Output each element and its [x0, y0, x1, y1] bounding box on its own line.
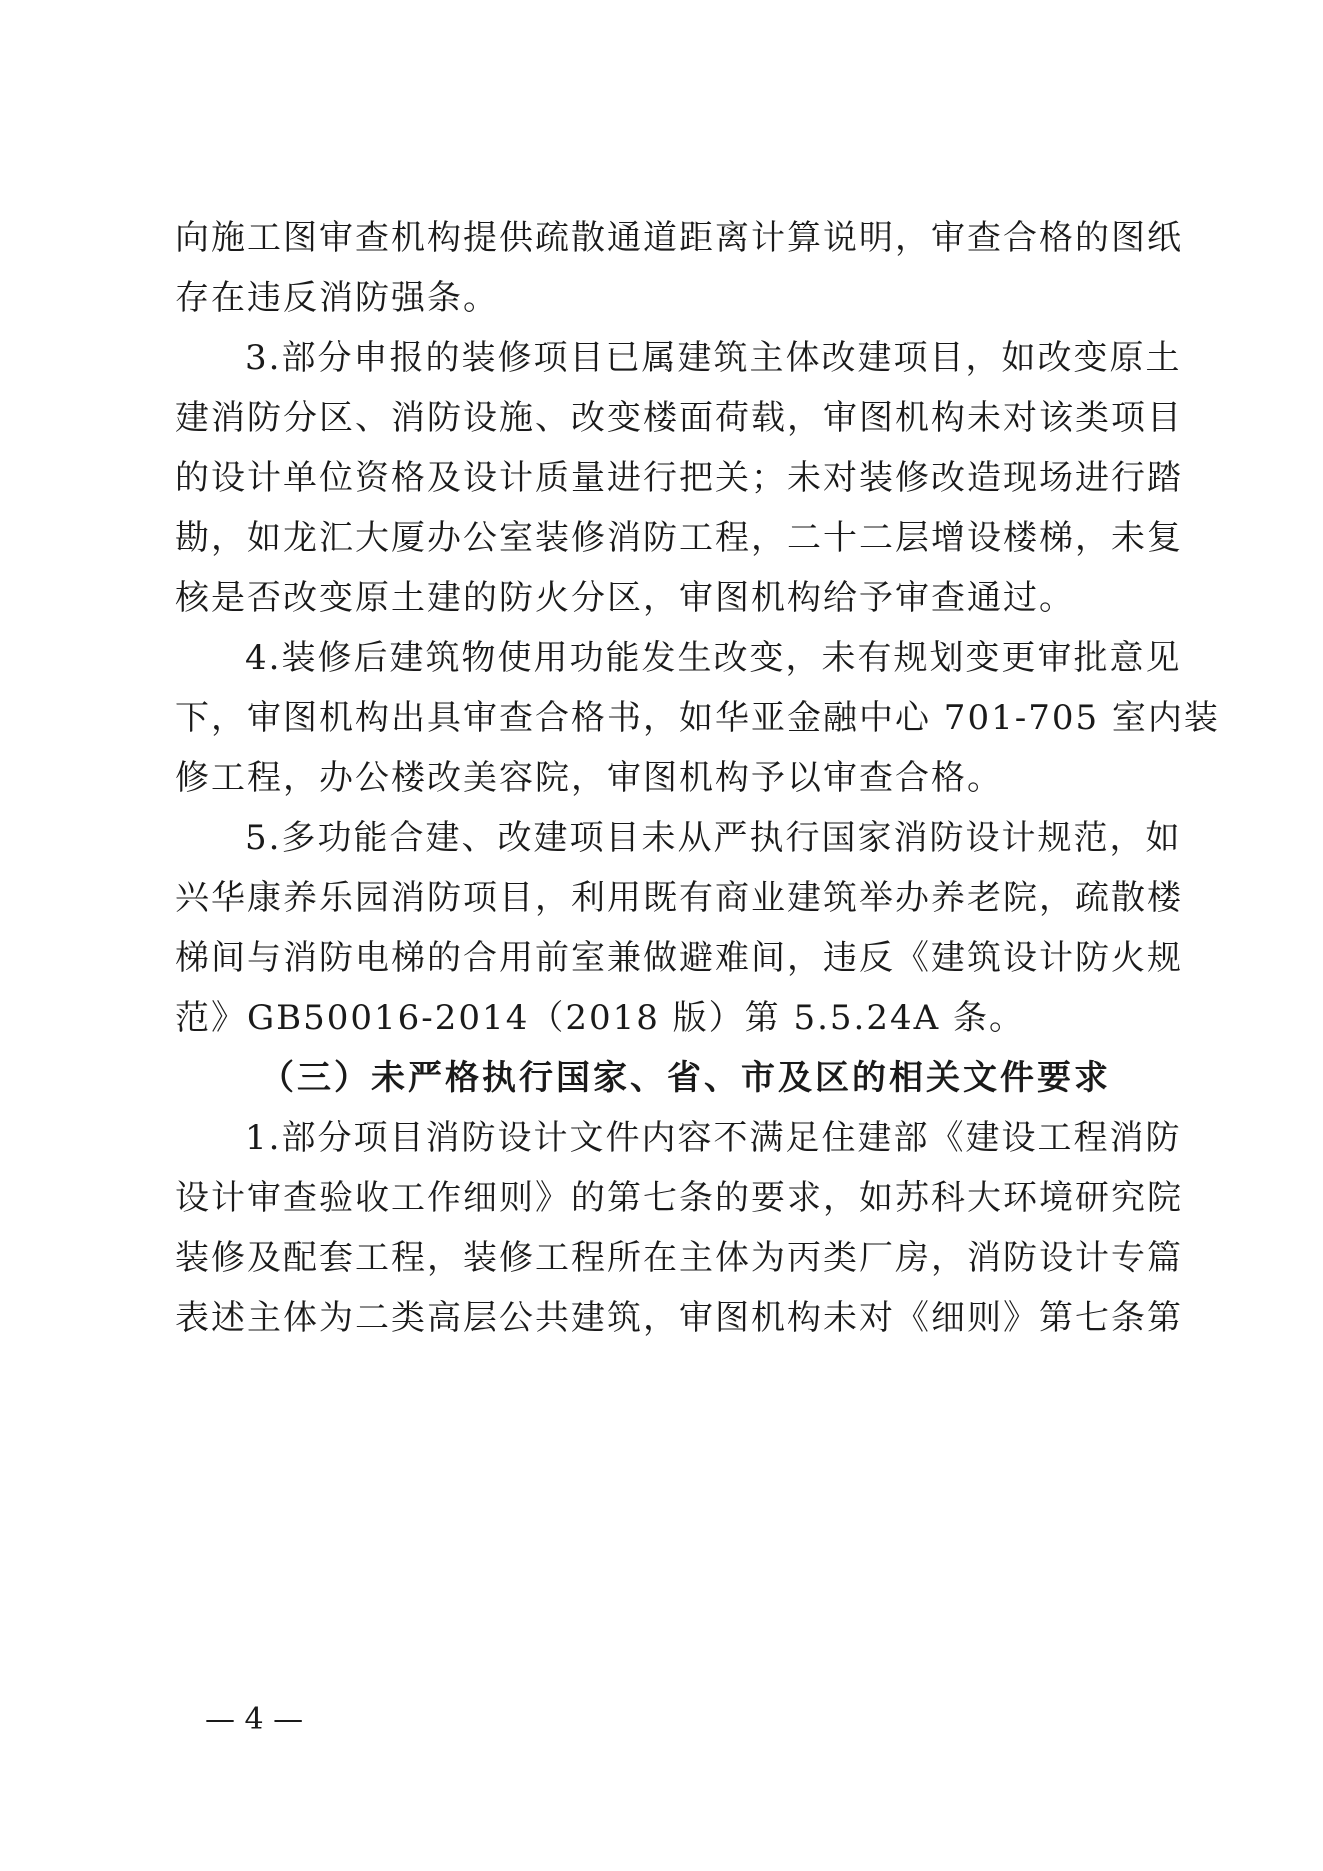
text-line: 设计审查验收工作细则》的第七条的要求，如苏科大环境研究院 [175, 1178, 1183, 1218]
paragraph-start-line: 1.部分项目消防设计文件内容不满足住建部《建设工程消防 [245, 1118, 1182, 1158]
text-line: 范》GB50016-2014（2018 版）第 5.5.24A 条。 [175, 998, 1025, 1038]
text-line: 建消防分区、消防设施、改变楼面荷载，审图机构未对该类项目 [175, 398, 1183, 438]
page-number: — 4 — [205, 1702, 304, 1737]
text-line: 下，审图机构出具审查合格书，如华亚金融中心 701-705 室内装 [175, 698, 1220, 738]
section-heading: （三）未严格执行国家、省、市及区的相关文件要求 [260, 1058, 1111, 1098]
text-line: 梯间与消防电梯的合用前室兼做避难间，违反《建筑设计防火规 [175, 938, 1183, 978]
paragraph-start-line: 5.多功能合建、改建项目未从严执行国家消防设计规范，如 [245, 818, 1182, 858]
text-line: 勘，如龙汇大厦办公室装修消防工程，二十二层增设楼梯，未复 [175, 518, 1183, 558]
text-line: 向施工图审查机构提供疏散通道距离计算说明，审查合格的图纸 [175, 218, 1183, 258]
paragraph-start-line: 4.装修后建筑物使用功能发生改变，未有规划变更审批意见 [245, 638, 1182, 678]
paragraph-start-line: 3.部分申报的装修项目已属建筑主体改建项目，如改变原土 [245, 338, 1182, 378]
text-line: 存在违反消防强条。 [175, 278, 499, 318]
text-line: 装修及配套工程，装修工程所在主体为丙类厂房，消防设计专篇 [175, 1238, 1183, 1278]
text-line: 核是否改变原土建的防火分区，审图机构给予审查通过。 [175, 578, 1075, 618]
text-line: 表述主体为二类高层公共建筑，审图机构未对《细则》第七条第 [175, 1298, 1183, 1338]
text-line: 兴华康养乐园消防项目，利用既有商业建筑举办养老院，疏散楼 [175, 878, 1183, 918]
text-line: 修工程，办公楼改美容院，审图机构予以审查合格。 [175, 758, 1003, 798]
text-line: 的设计单位资格及设计质量进行把关；未对装修改造现场进行踏 [175, 458, 1183, 498]
